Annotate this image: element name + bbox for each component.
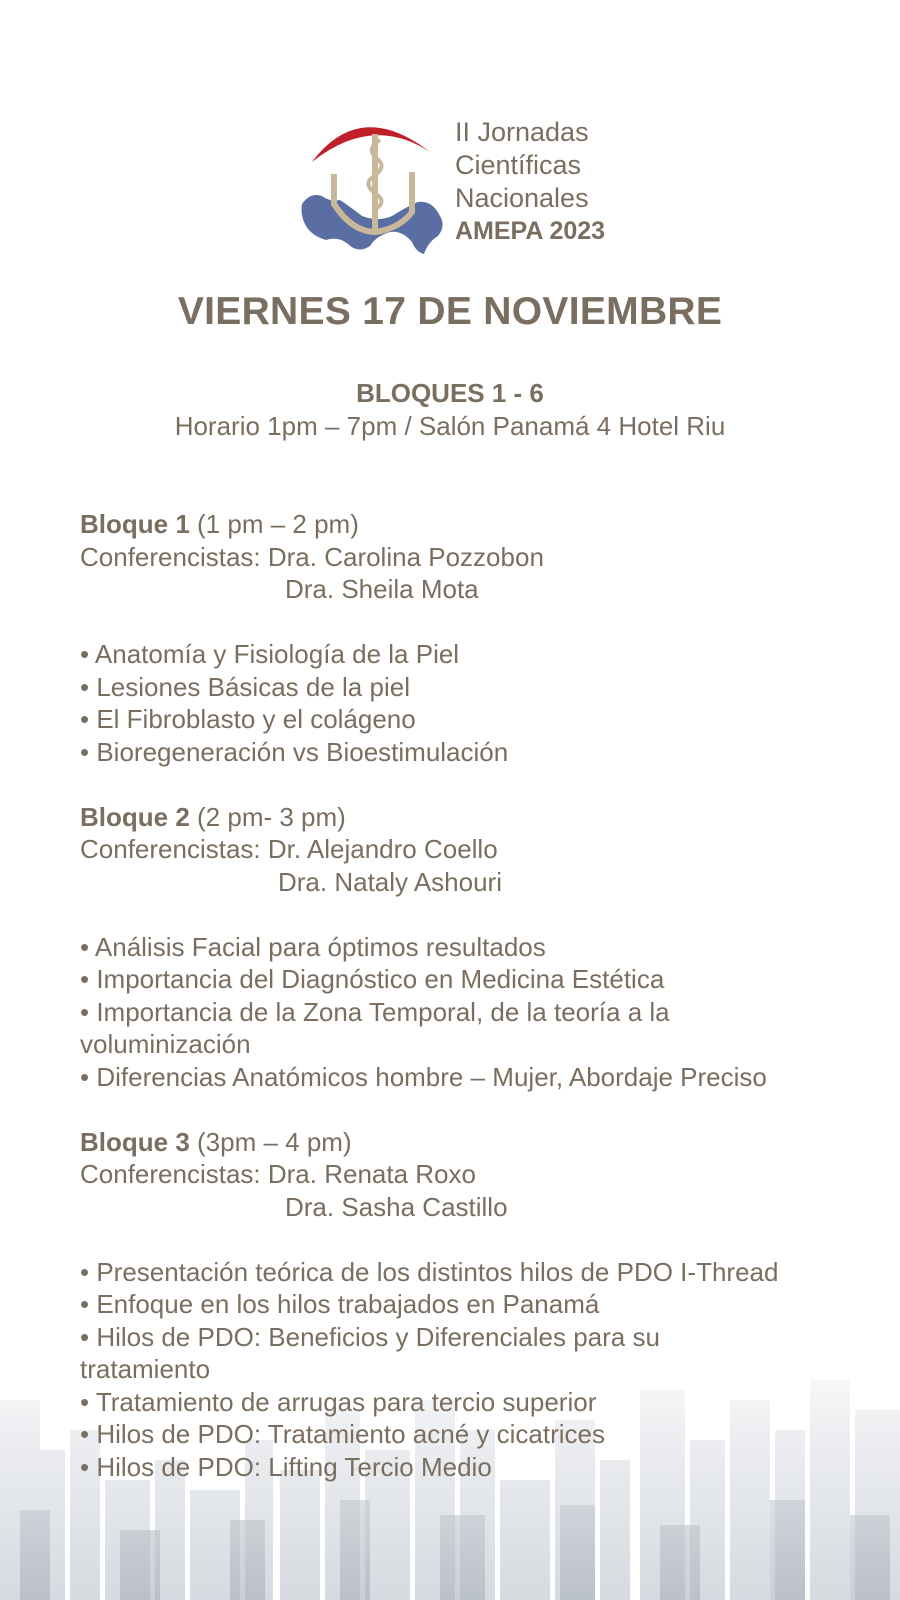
list-item: • Hilos de PDO: Beneficios y Diferenciales para su tratamiento <box>80 1321 660 1384</box>
block-1-topics <box>80 638 880 768</box>
block-2-label: Bloque 2 <box>80 801 190 832</box>
logo-line-3: Nacionales <box>455 183 589 213</box>
logo-wordmark <box>455 116 605 248</box>
block-3-time: (3pm – 4 pm) <box>189 1126 352 1157</box>
program-content <box>80 508 880 1516</box>
block-1-speaker-2: Dra. Sheila Mota <box>285 574 479 604</box>
amepa-logo-icon <box>300 104 460 260</box>
block-3-topics <box>80 1256 880 1484</box>
list-item: • Importancia del Diagnóstico en Medicina Estética <box>80 964 665 994</box>
block-1-title <box>80 508 880 541</box>
block-3-speakers: Conferencistas: Dra. Renata Roxo <box>80 1159 476 1189</box>
list-item: • Lesiones Básicas de la piel <box>80 671 410 702</box>
block-3-label: Bloque 3 <box>80 1126 190 1157</box>
block-2-time: (2 pm- 3 pm) <box>189 801 346 832</box>
block-3-title <box>80 1126 880 1159</box>
list-item: • Bioregeneración vs Bioestimulación <box>80 736 509 767</box>
blocks-subtitle: BLOQUES 1 - 6 <box>356 378 544 408</box>
list-item: • Diferencias Anatómicos hombre – Mujer, Abordaje Preciso <box>80 1061 767 1092</box>
list-item: • Hilos de PDO: Lifting Tercio Medio <box>80 1451 492 1482</box>
logo-line-4: AMEPA 2023 <box>455 217 606 245</box>
list-item: • Análisis Facial para óptimos resultados <box>80 931 546 962</box>
list-item: • El Fibroblasto y el colágeno <box>80 704 416 734</box>
list-item: • Anatomía y Fisiología de la Piel <box>80 639 460 669</box>
block-1-time: (1 pm – 2 pm) <box>189 509 359 539</box>
schedule-info: Horario 1pm – 7pm / Salón Panamá 4 Hotel Riu <box>174 411 726 441</box>
block-2-speakers: Conferencistas: Dr. Alejandro Coello <box>80 834 498 864</box>
page-title: VIERNES 17 DE NOVIEMBRE <box>177 290 723 333</box>
logo-line-2: Científicas <box>455 150 582 180</box>
block-2-title <box>80 801 880 834</box>
block-2-topics <box>80 931 880 1094</box>
list-item: • Presentación teórica de los distintos hilos de PDO I-Thread <box>80 1256 779 1287</box>
block-2-speaker-2: Dra. Nataly Ashouri <box>278 866 502 897</box>
list-item: • Tratamiento de arrugas para tercio superior <box>80 1386 597 1417</box>
block-2-header <box>80 801 880 899</box>
logo-line-1: II Jornadas <box>455 117 589 147</box>
list-item: • Importancia de la Zona Temporal, de la teoría a la voluminización <box>80 996 670 1059</box>
list-item: • Enfoque en los hilos trabajados en Panamá <box>80 1289 600 1319</box>
block-3-speaker-2: Dra. Sasha Castillo <box>285 1191 508 1222</box>
list-item: • Hilos de PDO: Tratamiento acné y cicatrices <box>80 1419 605 1449</box>
block-1-speakers: Conferencistas: Dra. Carolina Pozzobon <box>80 541 544 572</box>
block-3-header <box>80 1126 880 1224</box>
block-1-header <box>80 508 880 606</box>
block-1-label: Bloque 1 <box>80 509 190 539</box>
